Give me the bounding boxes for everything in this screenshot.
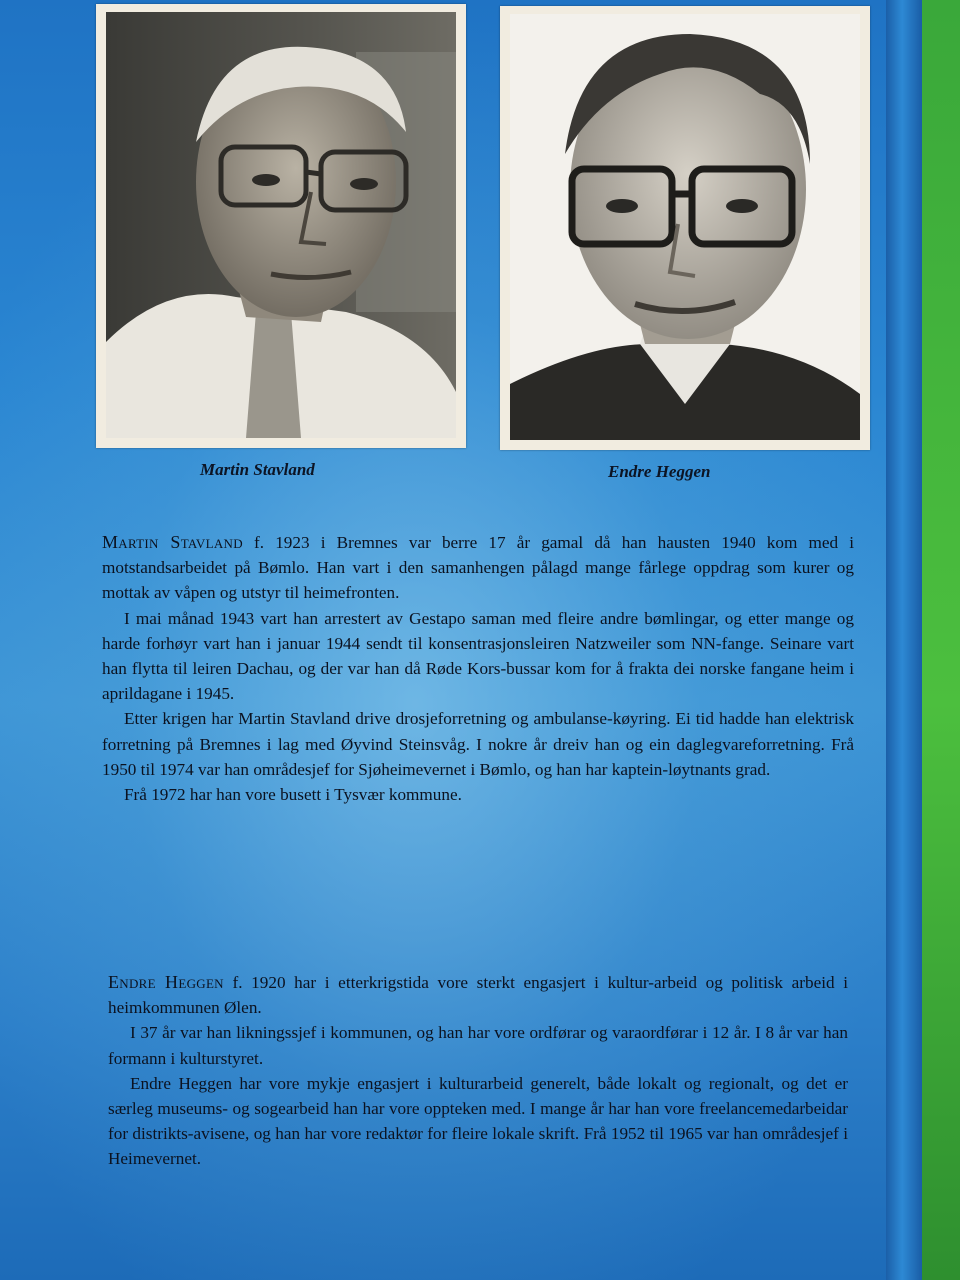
bio-name: Endre Heggen	[108, 972, 224, 992]
bio-endre-heggen	[108, 970, 848, 1172]
photo-martin-stavland	[96, 4, 466, 448]
bio-paragraph: I mai månad 1943 vart han arrestert av Gestapo saman med fleire andre bømlingar, og etter mange og harde forhøyr vart han i januar 1944 sendt til konsentrasjonsleiren Natzweiler som NN-fange. Seinare vart han flytta til leiren Dachau, og der var han då Røde Kors-bussar kom for å frakta dei norske fangane heim i aprildagane i 1945.	[102, 608, 854, 704]
caption-endre-heggen: Endre Heggen	[608, 462, 711, 481]
book-spine	[886, 0, 922, 1280]
bio-paragraph: Etter krigen har Martin Stavland drive drosjeforretning og ambulanse-køyring. Ei tid hadde han elektrisk forretning på Bremnes i lag med Øyvind Steinsvåg. I nokre år dreiv han og ein daglegvareforretning. Frå 1950 til 1974 var han områdesjef for Sjøheimevernet i Bømlo, og han har kaptein-løytnants grad.	[102, 709, 854, 779]
portrait-man-glasses-suit-icon	[510, 14, 860, 440]
bio-paragraph: Endre Heggen f. 1920 har i etterkrigstida vore sterkt engasjert i kultur-arbeid og politisk arbeid i heimkommunen Ølen.	[108, 972, 849, 1018]
photo-endre-heggen	[500, 6, 870, 450]
portrait-man-glasses-shirt-icon	[106, 12, 456, 438]
bio-name: Martin Stavland	[102, 532, 243, 552]
bio-martin-stavland	[102, 530, 854, 807]
bio-paragraph: I 37 år var han likningssjef i kommunen, og han har vore ordførar og varaordførar i 12 år. I 8 år var han formann i kulturstyret.	[108, 1023, 848, 1068]
bio-paragraph: Endre Heggen har vore mykje engasjert i kulturarbeid generelt, både lokalt og regionalt, og det er særleg museums- og sogearbeid han har vore oppteken med. I mange år har han vore freelancemedarbeidar for distrikts-avisene, og han har vore redaktør for fleire lokale skrift. Frå 1952 til 1965 var han områdesjef i Heimevernet.	[108, 1073, 848, 1169]
caption-martin-stavland: Martin Stavland	[200, 460, 315, 479]
bio-paragraph: Martin Stavland f. 1923 i Bremnes var berre 17 år gamal då han hausten 1940 kom med i motstandsarbeidet på Bømlo. Han vart i den samanhengen pålagd mange fårlege oppdrag som kurer og mottak av våpen og utstyr til heimefronten.	[102, 532, 854, 603]
background-surface	[920, 0, 960, 1280]
bio-paragraph: Frå 1972 har han vore busett i Tysvær kommune.	[124, 785, 462, 805]
